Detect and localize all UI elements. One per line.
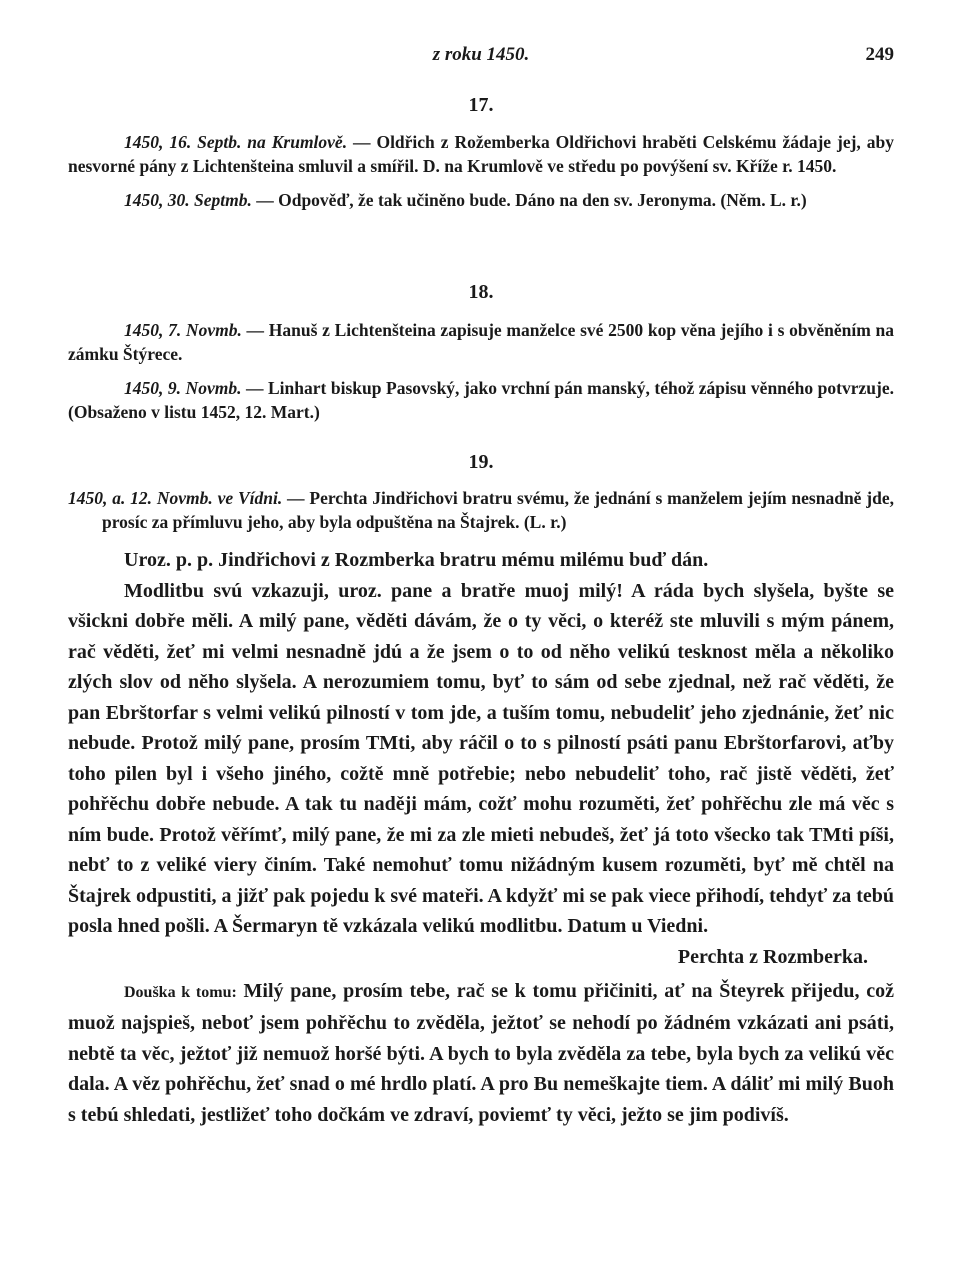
section-19-entries (68, 486, 894, 534)
entry-date: 1450, 9. Novmb. (124, 378, 242, 398)
running-head-title: z roku 1450. (432, 44, 530, 65)
entry-date: 1450, 16. Septb. na Krumlově. (124, 132, 348, 152)
page-number: 249 (865, 44, 894, 65)
entry-date: 1450, a. 12. Novmb. ve Vídni. (68, 488, 283, 508)
section-18-entries (68, 318, 894, 424)
entry-date: 1450, 7. Novmb. (124, 320, 242, 340)
entry-text: — Odpověď, že tak učiněno bude. Dáno na den sv. Jeronyma. (Něm. L. r.) (251, 190, 807, 210)
running-head (68, 44, 894, 74)
section-17 (68, 94, 894, 117)
letter-body (68, 545, 894, 1130)
letter-signature: Perchta z Rozmberka. (677, 945, 868, 968)
entry-text: — Perchta Jindřichovi bratru svému, že jednání s manželem jejím nesnadně jde, prosíc za přímluvu jeho, aby byla odpuštěna na Štajrek. (L. r.) (102, 488, 894, 532)
regest-entry (68, 318, 894, 366)
entry-text: — Hanuš z Lichtenšteina zapisuje manželce své 2500 kop věna jejího i s obvěněním na zámku Štýrece. (68, 320, 894, 364)
regest-entry (68, 130, 894, 178)
entry-date: 1450, 30. Septmb. (124, 190, 252, 210)
regest-entry (68, 486, 894, 534)
section-number: 19. (468, 451, 494, 473)
postscript-label: Douška k tomu: (124, 983, 237, 1001)
entry-text: — Linhart biskup Pasovský, jako vrchní pán manský, téhož zápisu věnného potvrzuje. (Obsaženo v listu 1452, 12. Mart.) (68, 378, 894, 422)
section-number: 18. (468, 281, 494, 303)
postscript-text: Milý pane, prosím tebe, rač se k tomu přičiniti, ať na Šteyrek přijedu, což muož najspieš, neboť jsem pohřěchu to zvěděla, ježtoť se nehodí po žádném vzkázati ani psáti, nebtě ta věc, ježtoť již nemuož horšé býti. A bych to byla zvěděla za tebe, byla bych za velikú věc dala. A věz pohřěchu, žeť snad o mé hrdlo platí. A pro Bu nemeškajte tiem. A dáliť mi milý Buoh s tebú shledati, jestližeť toho dočkám ve zdraví, poviemť ty věci, ježto se jim podivíš. (68, 979, 895, 1126)
section-18 (68, 281, 894, 304)
section-17-entries (68, 130, 894, 212)
letter-text: Modlitbu svú vzkazuji, uroz. pane a bratře muoj milý! A ráda bych slyšela, byšte se všickni dobře měli. A milý pane, věděti dávám, že o ty věci, o kteréž ste mluvili s mým pánem, rač věděti, žeť mi velmi nesnadně jdú a že jsem o to od něho velikú tesknost měla a několiko zlých slov od něho slyšela. A nerozumiem tomu, byť to sám od sebe zjednal, než rač věděti, že pan Ebrštorfar s velmi velikú pilností v tom jde, a tuším tomu, nebudeliť jeho zjednánie, žeť nic nebude. Protož milý pane, prosím TMti, aby ráčil o to s pilností psáti panu Ebrštorfarovi, aťby toho pilen byl i všeho jiného, cožtě mně potřebie; nebo nebudeliť toho, rač jistě věděti, žeť pohřěchu dobře nebude. A tak tu naději mám, cožť mohu rozuměti, žeť pohřěchu zle má věc s ním bude. Protož věřímť, milý pane, že mi za zle mieti nebudeš, žeť já toto všecko tak TMti píši, nebť to z veliké viery činím. Také nemohuť tomu nižádným kusem rozuměti, byť mě chtěl na Štajrek odpustiti, a jižť pak pojedu k své mateři. A kdyžť mi se pak viece přihodí, tehdyť za tebú posla hned pošli. A Šermaryn tě vzkázala velikú modlitbu. Datum u Viedni. (68, 579, 894, 937)
regest-entry (68, 188, 894, 212)
section-19 (68, 451, 894, 474)
letter-address: Uroz. p. p. Jindřichovi z Rozmberka bratru mému milému buď dán. (124, 549, 709, 571)
document-page (68, 0, 894, 1280)
section-number: 17. (468, 94, 494, 116)
entry-text: — Oldřich z Rožemberka Oldřichovi hraběti Celskému žádaje jej, aby nesvorné pány z Lichtenšteina smluvil a smířil. D. na Krumlově ve středu po povýšení sv. Kříže r. 1450. (68, 132, 894, 176)
postscript (68, 976, 894, 1131)
regest-entry (68, 376, 894, 424)
